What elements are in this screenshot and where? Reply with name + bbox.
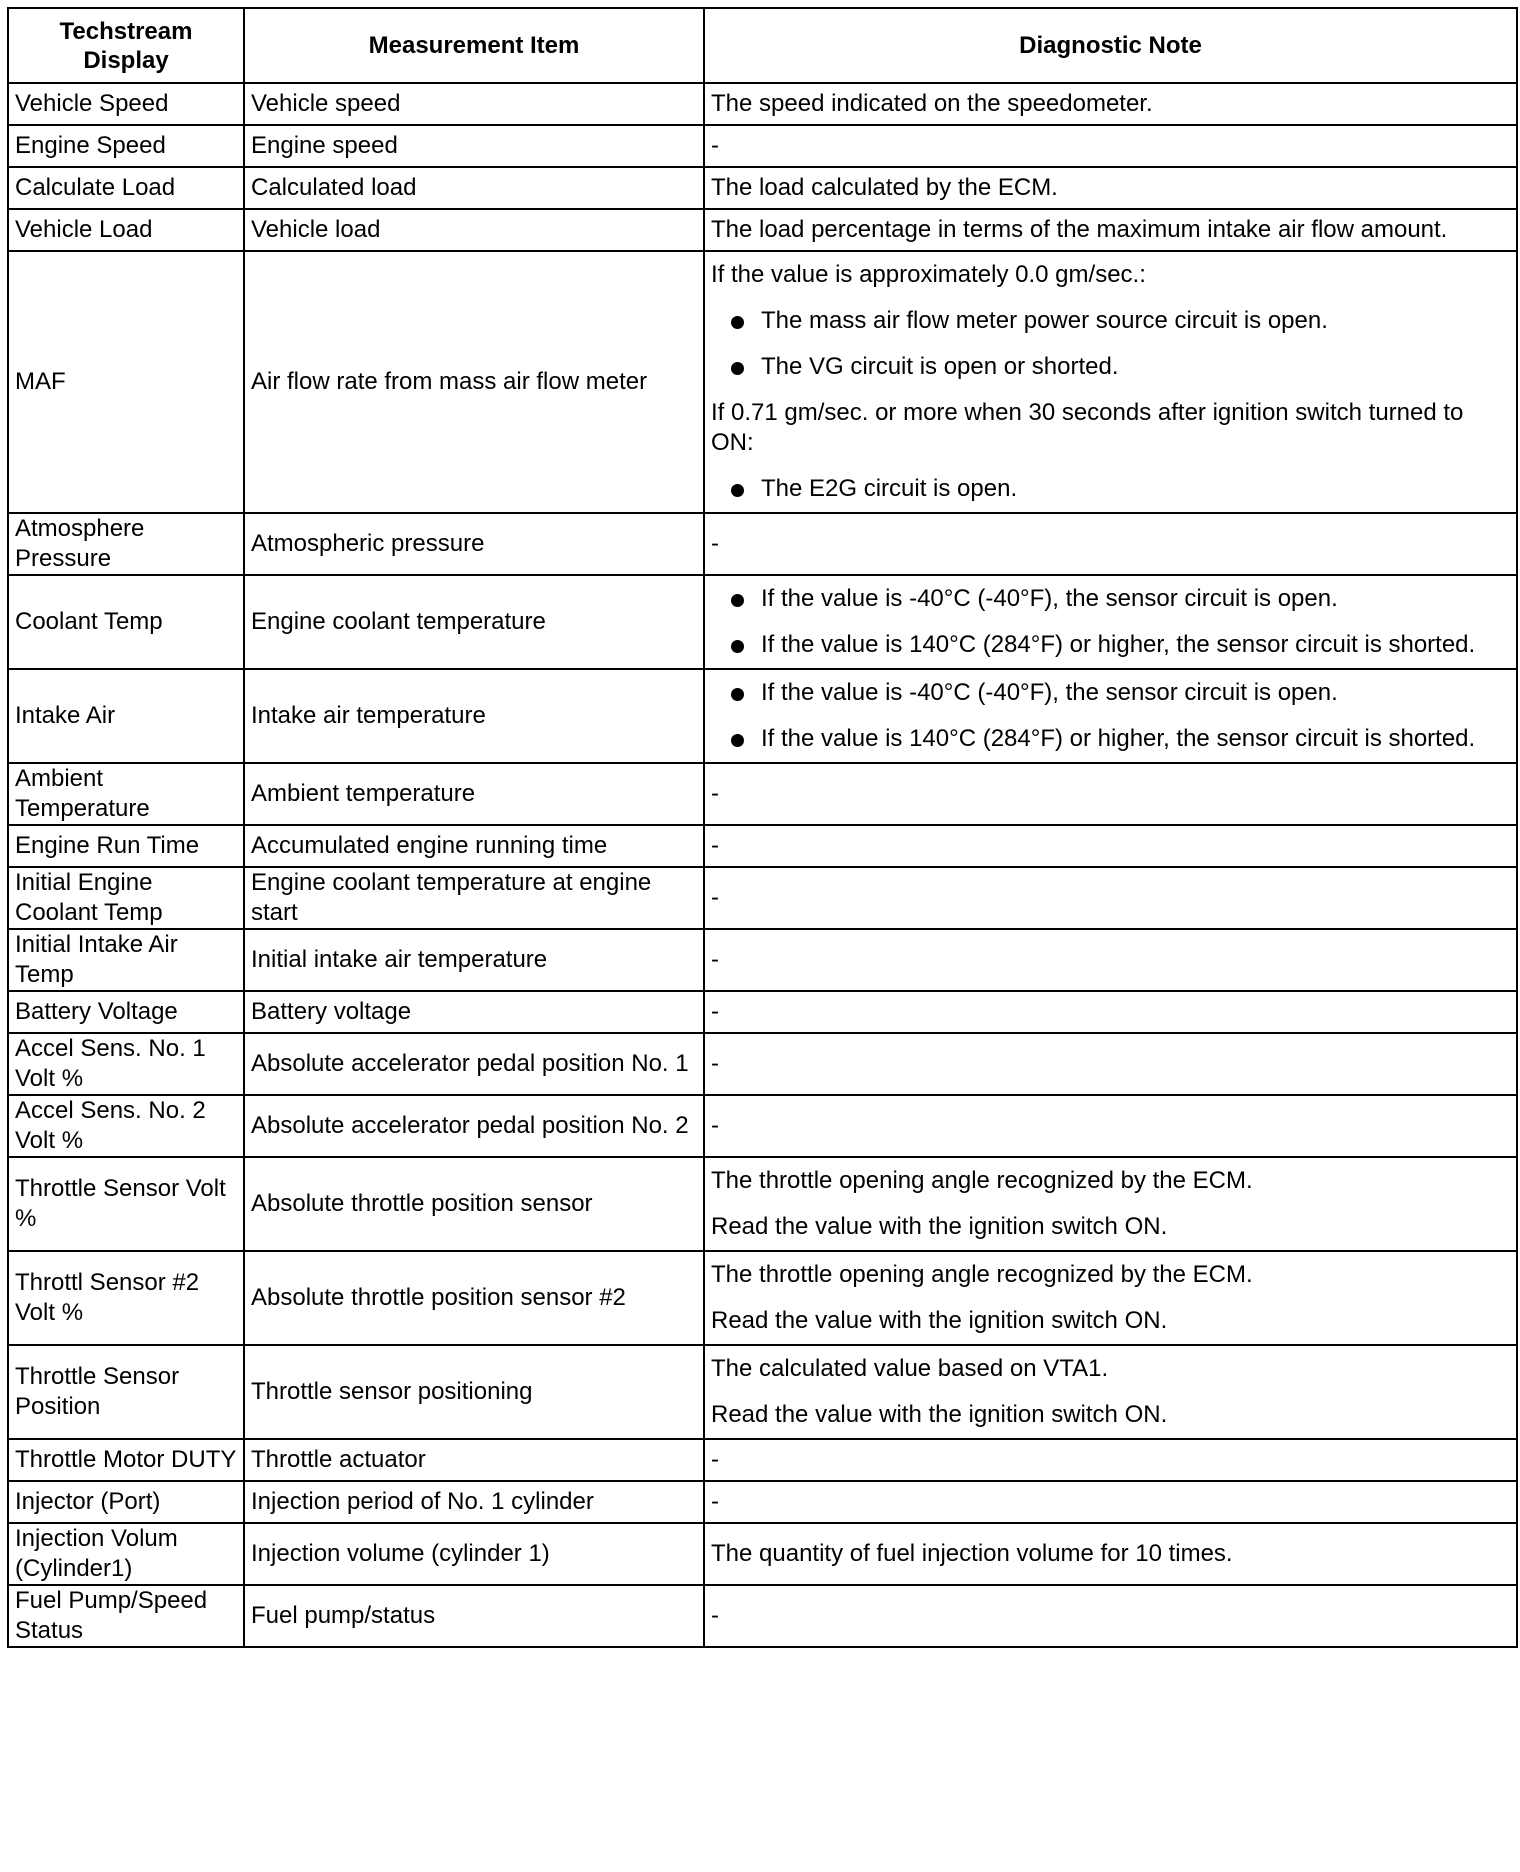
table-body (8, 83, 1517, 1647)
note-bullet-list (711, 576, 1510, 668)
diagnostic-note-cell: - (704, 1439, 1517, 1481)
measurement-item-cell: Throttle actuator (244, 1439, 704, 1481)
table-row (8, 1523, 1517, 1585)
table-row (8, 669, 1517, 763)
table-row (8, 991, 1517, 1033)
measurement-item-cell: Air flow rate from mass air flow meter (244, 251, 704, 513)
table-row (8, 867, 1517, 929)
techstream-display-cell: Initial Intake Air Temp (8, 929, 244, 991)
diagnostic-note-cell: - (704, 1585, 1517, 1647)
note-bullet-item: If the value is 140°C (284°F) or higher, the sensor circuit is shorted. (711, 716, 1510, 762)
note-bullet-list (711, 466, 1510, 512)
table-row (8, 575, 1517, 669)
techstream-display-cell: Vehicle Load (8, 209, 244, 251)
table-row (8, 513, 1517, 575)
techstream-display-cell: Throttle Sensor Position (8, 1345, 244, 1439)
measurement-item-cell: Atmospheric pressure (244, 513, 704, 575)
techstream-display-cell: Ambient Temperature (8, 763, 244, 825)
measurement-item-cell: Intake air temperature (244, 669, 704, 763)
diagnostic-note-cell (704, 1157, 1517, 1251)
techstream-display-cell: MAF (8, 251, 244, 513)
diagnostic-note-cell: The speed indicated on the speedometer. (704, 83, 1517, 125)
table-row (8, 929, 1517, 991)
diagnostic-note-cell: The load percentage in terms of the maximum intake air flow amount. (704, 209, 1517, 251)
header-measurement-item: Measurement Item (244, 8, 704, 83)
techstream-display-cell: Calculate Load (8, 167, 244, 209)
table-row (8, 763, 1517, 825)
note-paragraph: Read the value with the ignition switch ON. (711, 1307, 1168, 1334)
table-row (8, 1585, 1517, 1647)
note-paragraph: The throttle opening angle recognized by the ECM. (711, 1167, 1253, 1194)
measurement-item-cell: Calculated load (244, 167, 704, 209)
note-paragraph: If 0.71 gm/sec. or more when 30 seconds after ignition switch turned to ON: (711, 399, 1464, 456)
techstream-display-cell: Engine Run Time (8, 825, 244, 867)
measurement-item-cell: Vehicle speed (244, 83, 704, 125)
data-list-table (7, 7, 1518, 1648)
note-bullet-item: The VG circuit is open or shorted. (711, 344, 1510, 390)
diagnostic-note-cell (704, 1251, 1517, 1345)
diagnostic-note-cell: - (704, 513, 1517, 575)
techstream-display-cell: Injection Volum (Cylinder1) (8, 1523, 244, 1585)
diagnostic-note-cell (704, 251, 1517, 513)
measurement-item-cell: Accumulated engine running time (244, 825, 704, 867)
header-techstream-display: Techstream Display (8, 8, 244, 83)
note-paragraph: Read the value with the ignition switch ON. (711, 1213, 1168, 1240)
table-row (8, 125, 1517, 167)
note-paragraph: The throttle opening angle recognized by the ECM. (711, 1261, 1253, 1288)
diagnostic-note-cell: - (704, 125, 1517, 167)
header-diagnostic-note: Diagnostic Note (704, 8, 1517, 83)
table-row (8, 1157, 1517, 1251)
note-bullet-item: If the value is -40°C (-40°F), the sensor circuit is open. (711, 576, 1510, 622)
table-row (8, 1033, 1517, 1095)
techstream-display-cell: Intake Air (8, 669, 244, 763)
techstream-display-cell: Injector (Port) (8, 1481, 244, 1523)
diagnostic-note-cell (704, 1345, 1517, 1439)
note-bullet-list (711, 670, 1510, 762)
techstream-display-cell: Vehicle Speed (8, 83, 244, 125)
table-row (8, 1345, 1517, 1439)
techstream-display-cell: Throttl Sensor #2 Volt % (8, 1251, 244, 1345)
measurement-item-cell: Absolute accelerator pedal position No. 2 (244, 1095, 704, 1157)
measurement-item-cell: Absolute throttle position sensor #2 (244, 1251, 704, 1345)
diagnostic-note-cell: - (704, 929, 1517, 991)
diagnostic-note-cell: - (704, 1033, 1517, 1095)
measurement-item-cell: Ambient temperature (244, 763, 704, 825)
note-bullet-list (711, 298, 1510, 390)
measurement-item-cell: Injection period of No. 1 cylinder (244, 1481, 704, 1523)
note-bullet-item: The E2G circuit is open. (711, 466, 1510, 512)
techstream-display-cell: Throttle Sensor Volt % (8, 1157, 244, 1251)
table-row (8, 167, 1517, 209)
techstream-display-cell: Fuel Pump/Speed Status (8, 1585, 244, 1647)
techstream-display-cell: Atmosphere Pressure (8, 513, 244, 575)
diagnostic-note-cell: - (704, 825, 1517, 867)
note-bullet-item: If the value is 140°C (284°F) or higher, the sensor circuit is shorted. (711, 622, 1510, 668)
table-row (8, 1439, 1517, 1481)
table-row (8, 1251, 1517, 1345)
note-paragraph: The calculated value based on VTA1. (711, 1355, 1109, 1382)
diagnostic-note-cell: - (704, 991, 1517, 1033)
techstream-display-cell: Throttle Motor DUTY (8, 1439, 244, 1481)
measurement-item-cell: Initial intake air temperature (244, 929, 704, 991)
note-paragraph: Read the value with the ignition switch ON. (711, 1401, 1168, 1428)
table-row (8, 251, 1517, 513)
measurement-item-cell: Absolute accelerator pedal position No. 1 (244, 1033, 704, 1095)
techstream-display-cell: Engine Speed (8, 125, 244, 167)
table-row (8, 825, 1517, 867)
table-row (8, 1481, 1517, 1523)
diagnostic-note-cell (704, 575, 1517, 669)
techstream-display-cell: Battery Voltage (8, 991, 244, 1033)
diagnostic-note-cell (704, 669, 1517, 763)
diagnostic-note-cell: - (704, 1095, 1517, 1157)
table-header-row (8, 8, 1517, 83)
measurement-item-cell: Injection volume (cylinder 1) (244, 1523, 704, 1585)
table-row (8, 83, 1517, 125)
diagnostic-note-cell: The load calculated by the ECM. (704, 167, 1517, 209)
diagnostic-note-cell: - (704, 1481, 1517, 1523)
measurement-item-cell: Engine speed (244, 125, 704, 167)
diagnostic-note-cell: - (704, 867, 1517, 929)
note-paragraph: If the value is approximately 0.0 gm/sec.: (711, 261, 1146, 288)
measurement-item-cell: Battery voltage (244, 991, 704, 1033)
measurement-item-cell: Throttle sensor positioning (244, 1345, 704, 1439)
techstream-display-cell: Coolant Temp (8, 575, 244, 669)
diagnostic-note-cell: - (704, 763, 1517, 825)
note-bullet-item: The mass air flow meter power source circuit is open. (711, 298, 1510, 344)
measurement-item-cell: Fuel pump/status (244, 1585, 704, 1647)
techstream-display-cell: Initial Engine Coolant Temp (8, 867, 244, 929)
note-bullet-item: If the value is -40°C (-40°F), the sensor circuit is open. (711, 670, 1510, 716)
measurement-item-cell: Engine coolant temperature at engine start (244, 867, 704, 929)
measurement-item-cell: Absolute throttle position sensor (244, 1157, 704, 1251)
measurement-item-cell: Engine coolant temperature (244, 575, 704, 669)
techstream-display-cell: Accel Sens. No. 2 Volt % (8, 1095, 244, 1157)
table-row (8, 209, 1517, 251)
techstream-display-cell: Accel Sens. No. 1 Volt % (8, 1033, 244, 1095)
measurement-item-cell: Vehicle load (244, 209, 704, 251)
diagnostic-note-cell: The quantity of fuel injection volume for 10 times. (704, 1523, 1517, 1585)
table-row (8, 1095, 1517, 1157)
